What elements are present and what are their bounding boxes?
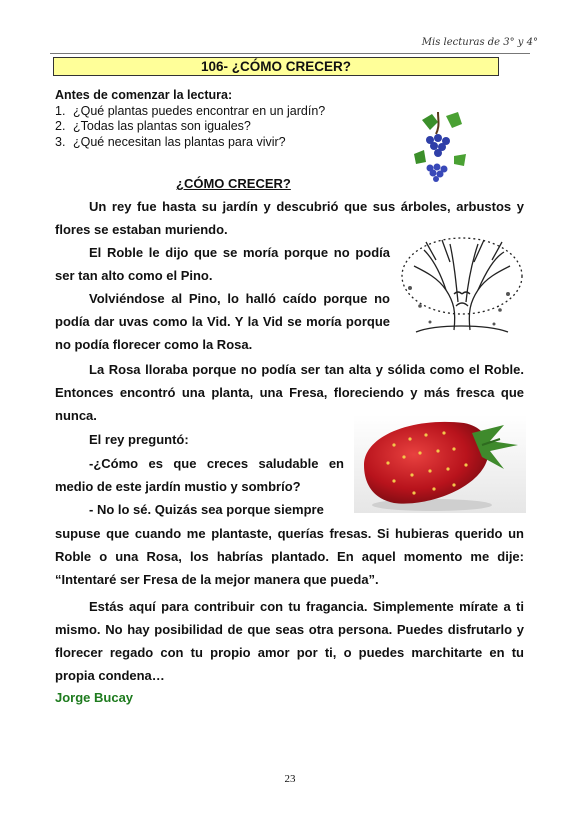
question-text: ¿Qué plantas puedes encontrar en un jardín? [73,103,326,118]
author-name: Jorge Bucay [55,690,134,705]
story-paragraph [55,452,344,498]
page-title: 106- ¿CÓMO CRECER? [53,57,499,76]
paragraph-text: Volviéndose al Pino, lo halló caído porque no podía dar uvas como la Vid. Y la Vid se moría porque no podía florecer como la Rosa. [55,291,390,352]
paragraph-text: supuse que cuando me plantaste, querías fresas. Si hubieras querido un Roble o una Rosa, los habrías plantado. En aquel momento me dije: “Intentaré ser Fresa de la mejor manera que pueda”. [55,526,524,587]
sad-tree-illustration [396,232,526,340]
paragraph-text: Un rey fue hasta su jardín y descubrió que sus árboles, arbustos y flores se estaban muriendo. [55,199,524,237]
page-number: 23 [284,773,296,785]
story-paragraph [55,241,390,287]
question-item [55,135,325,151]
paragraph-text: -¿Cómo es que creces saludable en medio de este jardín mustio y sombrío? [55,456,344,494]
paragraph-text: - No lo sé. Quizás sea porque siempre [89,502,324,517]
question-number: 1. [55,103,66,118]
question-item [55,119,325,135]
paragraph-text: La Rosa lloraba porque no podía ser tan alta y sólida como el Roble. Entonces encontró una planta, una Fresa, floreciendo y más fresca que nunca. [55,362,524,423]
story-paragraph [55,287,390,356]
question-number: 3. [55,134,66,149]
header-series-label: Mis lecturas de 3° y 4° [421,37,538,48]
story-title: ¿CÓMO CRECER? [176,176,291,191]
prereading-section [55,88,325,150]
header-rule [50,53,530,54]
paragraph-text: El rey preguntó: [89,432,189,447]
story-paragraph [55,498,344,521]
question-text: ¿Qué necesitan las plantas para vivir? [73,134,286,149]
strawberry-photo [354,415,526,513]
question-number: 2. [55,119,66,133]
grape-vine-illustration [408,110,470,182]
story-paragraph [55,595,524,687]
paragraph-text: Estás aquí para contribuir con tu fragancia. Simplemente mírate a ti mismo. No hay posibilidad de que seas otra persona. Puedes disfrutarlo y florecer regado con tu propio amor por ti, o puedes marchitarte en tu propia condena… [55,599,524,683]
story-paragraph [55,522,524,591]
prereading-lead: Antes de comenzar la lectura: [55,88,233,102]
story-paragraph [55,428,344,451]
question-text: ¿Todas las plantas son iguales? [73,119,251,133]
paragraph-text: El Roble le dijo que se moría porque no podía ser tan alto como el Pino. [55,245,390,283]
question-item [55,104,325,120]
